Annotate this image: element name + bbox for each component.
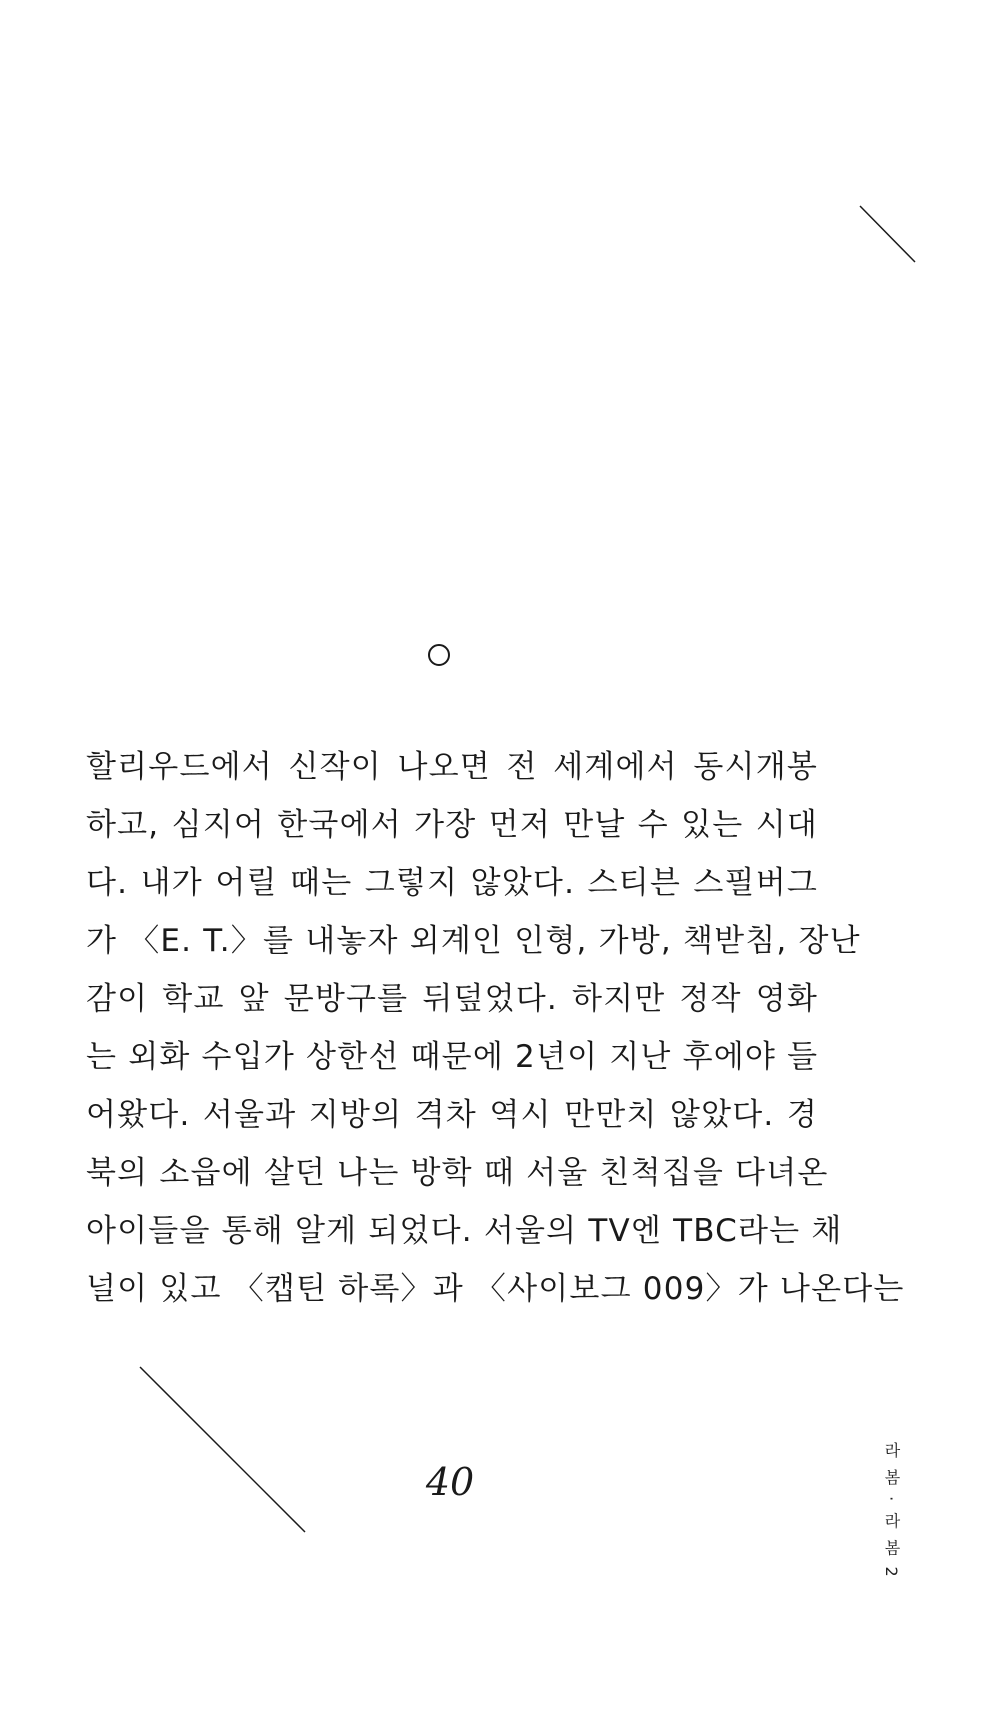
text-line: 아이들을 통해 알게 되었다. 서울의 TV엔 TBC라는 채 — [86, 1213, 843, 1249]
text-line: 북의 소읍에 살던 나는 방학 때 서울 친척집을 다녀온 — [86, 1155, 829, 1191]
text-line: 할리우드에서 신작이 나오면 전 세계에서 동시개봉 — [86, 749, 818, 785]
running-title: 라 봄 · 라 봄 2 — [882, 1442, 901, 1580]
top-right-diagonal-line — [860, 206, 915, 262]
text-line: 널이 있고 〈캡틴 하록〉과 〈사이보그 009〉가 나온다는 — [86, 1271, 905, 1307]
text-line: 다. 내가 어릴 때는 그렇지 않았다. 스티븐 스필버그 — [86, 865, 818, 901]
text-line: 하고, 심지어 한국에서 가장 먼저 만날 수 있는 시대 — [86, 807, 818, 843]
circle-section-mark — [428, 644, 450, 666]
bottom-left-diagonal-line — [140, 1367, 305, 1532]
text-line: 감이 학교 앞 문방구를 뒤덮었다. 하지만 정작 영화 — [86, 981, 818, 1017]
text-line: 가 〈E. T.〉를 내놓자 외계인 인형, 가방, 책받침, 장난 — [86, 923, 861, 959]
page-number: 40 — [425, 1460, 475, 1504]
body-paragraph — [86, 738, 905, 1318]
text-line: 는 외화 수입가 상한선 때문에 2년이 지난 후에야 들 — [86, 1039, 819, 1075]
text-line: 어왔다. 서울과 지방의 격차 역시 만만치 않았다. 경 — [86, 1097, 818, 1133]
